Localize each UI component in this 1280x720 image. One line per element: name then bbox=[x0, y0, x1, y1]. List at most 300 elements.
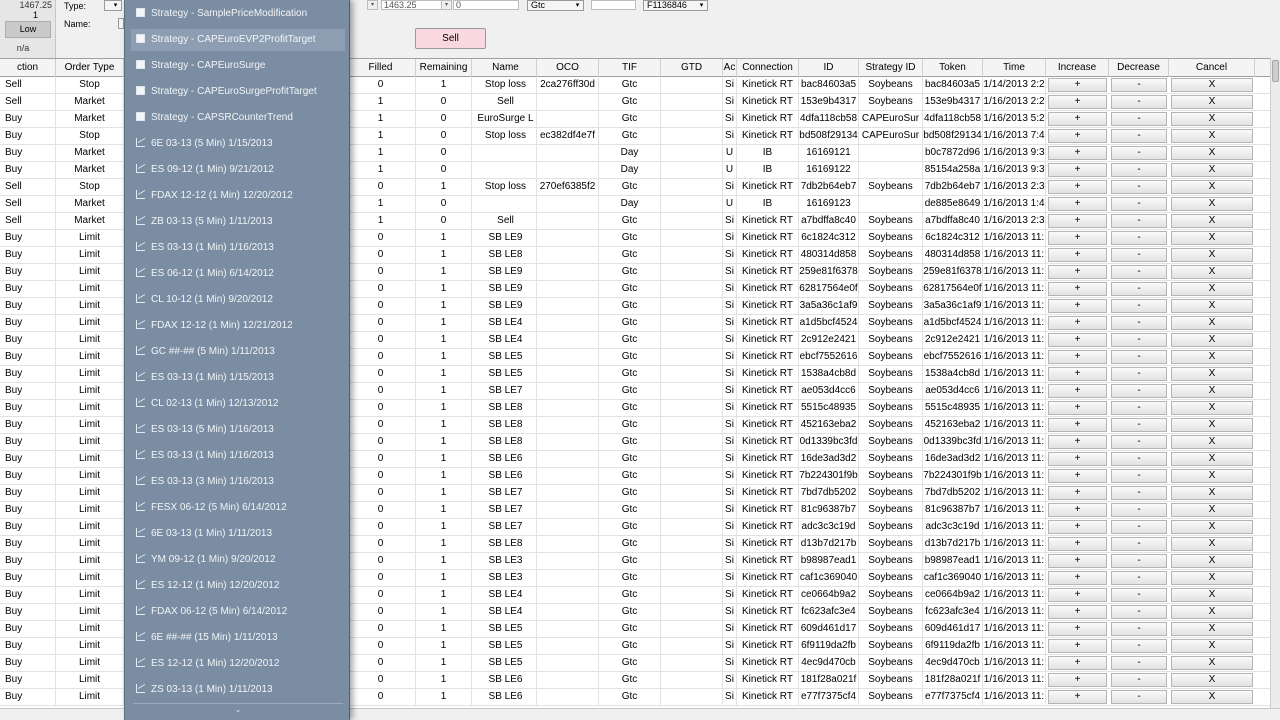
cell-time: 1/14/2013 2:2 bbox=[983, 77, 1046, 94]
menu-item-chart[interactable] bbox=[131, 367, 345, 389]
column-header-tif[interactable]: TIF bbox=[599, 59, 661, 77]
increase-button[interactable]: + bbox=[1048, 690, 1107, 704]
column-header-token[interactable]: Token bbox=[923, 59, 983, 77]
cell-order-type: Stop bbox=[56, 179, 124, 196]
cancel-order-button[interactable]: X bbox=[1171, 214, 1253, 228]
decrease-button[interactable]: - bbox=[1111, 571, 1167, 585]
cell-strategy-id bbox=[859, 145, 923, 162]
decrease-button[interactable]: - bbox=[1111, 265, 1167, 279]
decrease-button[interactable]: - bbox=[1111, 588, 1167, 602]
cell-id: 5515c48935 bbox=[799, 400, 859, 417]
decrease-button[interactable]: - bbox=[1111, 367, 1167, 381]
decrease-button[interactable]: - bbox=[1111, 214, 1167, 228]
decrease-button[interactable]: - bbox=[1111, 435, 1167, 449]
decrease-button[interactable]: - bbox=[1111, 469, 1167, 483]
menu-item-chart[interactable] bbox=[131, 185, 345, 207]
cell-filled: 1 bbox=[346, 162, 416, 179]
cell-filled: 0 bbox=[346, 519, 416, 536]
cancel-order-button[interactable]: X bbox=[1171, 554, 1253, 568]
decrease-button[interactable]: - bbox=[1111, 146, 1167, 160]
cancel-order-button[interactable]: X bbox=[1171, 129, 1253, 143]
cancel-order-button[interactable]: X bbox=[1171, 78, 1253, 92]
decrease-button[interactable]: - bbox=[1111, 622, 1167, 636]
cell-gtd bbox=[661, 77, 723, 94]
cell-strategy-id: Soybeans bbox=[859, 655, 923, 672]
cancel-order-button[interactable]: X bbox=[1171, 384, 1253, 398]
cancel-order-button[interactable]: X bbox=[1171, 435, 1253, 449]
cell-strategy-id: Soybeans bbox=[859, 502, 923, 519]
menu-item-strategy[interactable] bbox=[131, 55, 345, 77]
menu-item-strategy[interactable] bbox=[131, 3, 345, 25]
cancel-order-button[interactable]: X bbox=[1171, 673, 1253, 687]
increase-button[interactable]: + bbox=[1048, 435, 1107, 449]
cell-action: Buy bbox=[0, 638, 56, 655]
cell-order-type: Limit bbox=[56, 281, 124, 298]
cell-id: 452163eba2 bbox=[799, 417, 859, 434]
increase-button[interactable]: + bbox=[1048, 656, 1107, 670]
increase-button[interactable]: + bbox=[1048, 350, 1107, 364]
increase-button[interactable]: + bbox=[1048, 452, 1107, 466]
cancel-order-button[interactable]: X bbox=[1171, 299, 1253, 313]
cell-id: 0d1339bc3fd bbox=[799, 434, 859, 451]
cell-gtd bbox=[661, 672, 723, 689]
increase-button[interactable]: + bbox=[1048, 673, 1107, 687]
column-header-strategy-id[interactable]: Strategy ID bbox=[859, 59, 923, 77]
cell-token: ae053d4cc6 bbox=[923, 383, 983, 400]
cell-remaining: 1 bbox=[416, 536, 472, 553]
cancel-order-button[interactable]: X bbox=[1171, 622, 1253, 636]
cell-gtd bbox=[661, 111, 723, 128]
cell-order-type: Limit bbox=[56, 315, 124, 332]
column-header-oco[interactable]: OCO bbox=[537, 59, 599, 77]
increase-button[interactable]: + bbox=[1048, 265, 1107, 279]
cell-token: de885e8649 bbox=[923, 196, 983, 213]
menu-item-chart[interactable] bbox=[131, 523, 345, 545]
cell-oco bbox=[537, 111, 599, 128]
cancel-order-button[interactable]: X bbox=[1171, 350, 1253, 364]
column-header-connection[interactable]: Connection bbox=[737, 59, 799, 77]
menu-item-strategy[interactable] bbox=[131, 107, 345, 129]
cell-time: 1/16/2013 11: bbox=[983, 230, 1046, 247]
cell-filled: 1 bbox=[346, 145, 416, 162]
cell-action: Buy bbox=[0, 298, 56, 315]
menu-item-chart[interactable] bbox=[131, 653, 345, 675]
cell-account: U bbox=[723, 162, 737, 179]
menu-item-chart[interactable] bbox=[131, 159, 345, 181]
cell-connection: Kinetick RT bbox=[737, 247, 799, 264]
decrease-button[interactable]: - bbox=[1111, 231, 1167, 245]
cell-tif: Gtc bbox=[599, 111, 661, 128]
cancel-order-button[interactable]: X bbox=[1171, 520, 1253, 534]
cancel-order-button[interactable]: X bbox=[1171, 146, 1253, 160]
cell-filled: 0 bbox=[346, 332, 416, 349]
cell-strategy-id: Soybeans bbox=[859, 179, 923, 196]
window-list-menu bbox=[124, 0, 350, 720]
decrease-button[interactable]: - bbox=[1111, 554, 1167, 568]
increase-button[interactable]: + bbox=[1048, 639, 1107, 653]
increase-button[interactable]: + bbox=[1048, 316, 1107, 330]
cell-filled: 0 bbox=[346, 298, 416, 315]
increase-button[interactable]: + bbox=[1048, 367, 1107, 381]
market-stats-panel bbox=[0, 0, 56, 58]
cell-action: Buy bbox=[0, 315, 56, 332]
increase-button[interactable]: + bbox=[1048, 78, 1107, 92]
column-header-decrease[interactable]: Decrease bbox=[1109, 59, 1169, 77]
cancel-order-button[interactable]: X bbox=[1171, 418, 1253, 432]
cancel-order-button[interactable]: X bbox=[1171, 486, 1253, 500]
decrease-button[interactable]: - bbox=[1111, 197, 1167, 211]
cell-account: Si bbox=[723, 332, 737, 349]
cell-oco bbox=[537, 536, 599, 553]
decrease-button[interactable]: - bbox=[1111, 384, 1167, 398]
cell-account: Si bbox=[723, 383, 737, 400]
cancel-order-button[interactable]: X bbox=[1171, 333, 1253, 347]
cell-order-type: Stop bbox=[56, 77, 124, 94]
menu-item-label: ES 03-13 (1 Min) 1/16/2013 bbox=[151, 242, 274, 253]
cancel-order-button[interactable]: X bbox=[1171, 537, 1253, 551]
cell-oco bbox=[537, 621, 599, 638]
cell-action: Buy bbox=[0, 417, 56, 434]
column-header-filled[interactable]: Filled bbox=[346, 59, 416, 77]
menu-item-chart[interactable] bbox=[131, 315, 345, 337]
increase-button[interactable]: + bbox=[1048, 503, 1107, 517]
cell-connection: Kinetick RT bbox=[737, 638, 799, 655]
menu-item-chart[interactable] bbox=[131, 263, 345, 285]
cell-id: b98987ead1 bbox=[799, 553, 859, 570]
column-header-increase[interactable]: Increase bbox=[1046, 59, 1109, 77]
cell-order-type: Limit bbox=[56, 400, 124, 417]
cell-oco bbox=[537, 672, 599, 689]
last-price: 1467.25 bbox=[19, 0, 52, 10]
increase-button[interactable]: + bbox=[1048, 571, 1107, 585]
chart-icon bbox=[136, 580, 145, 589]
chart-icon bbox=[136, 320, 145, 329]
cell-action: Buy bbox=[0, 570, 56, 587]
cell-remaining: 1 bbox=[416, 502, 472, 519]
increase-button[interactable]: + bbox=[1048, 469, 1107, 483]
decrease-button[interactable]: - bbox=[1111, 520, 1167, 534]
decrease-button[interactable]: - bbox=[1111, 299, 1167, 313]
spinner-arrow-icon[interactable]: ▾ bbox=[367, 0, 378, 10]
decrease-button[interactable]: - bbox=[1111, 95, 1167, 109]
menu-item-label: YM 09-12 (1 Min) 9/20/2012 bbox=[151, 554, 276, 565]
cell-filled: 1 bbox=[346, 196, 416, 213]
decrease-button[interactable]: - bbox=[1111, 78, 1167, 92]
column-header-account[interactable]: Ac bbox=[723, 59, 737, 77]
scrollbar-thumb[interactable] bbox=[1272, 60, 1279, 82]
cancel-order-button[interactable]: X bbox=[1171, 248, 1253, 262]
menu-item-chart[interactable] bbox=[131, 419, 345, 441]
cell-order-type: Limit bbox=[56, 332, 124, 349]
price-field[interactable]: 1463.25 bbox=[381, 0, 449, 10]
column-header-order-type[interactable]: Order Type bbox=[56, 59, 124, 77]
decrease-button[interactable]: - bbox=[1111, 401, 1167, 415]
increase-button[interactable]: + bbox=[1048, 112, 1107, 126]
cancel-order-button[interactable]: X bbox=[1171, 656, 1253, 670]
menu-item-chart[interactable] bbox=[131, 471, 345, 493]
menu-item-chart[interactable] bbox=[131, 133, 345, 155]
cell-name: SB LE8 bbox=[475, 247, 537, 264]
chart-icon bbox=[136, 658, 145, 667]
menu-item-strategy[interactable] bbox=[131, 29, 345, 51]
column-header-action[interactable]: ction bbox=[0, 59, 56, 77]
cancel-order-button[interactable]: X bbox=[1171, 197, 1253, 211]
decrease-button[interactable]: - bbox=[1111, 503, 1167, 517]
cell-account: Si bbox=[723, 672, 737, 689]
decrease-button[interactable]: - bbox=[1111, 180, 1167, 194]
column-header-name[interactable]: Name bbox=[475, 59, 537, 77]
cell-order-type: Limit bbox=[56, 655, 124, 672]
cell-tif: Gtc bbox=[599, 434, 661, 451]
decrease-button[interactable]: - bbox=[1111, 656, 1167, 670]
cancel-order-button[interactable]: X bbox=[1171, 316, 1253, 330]
cell-id: 4ec9d470cb bbox=[799, 655, 859, 672]
cell-account: Si bbox=[723, 264, 737, 281]
cancel-order-button[interactable]: X bbox=[1171, 401, 1253, 415]
menu-item-label: Strategy - CAPEuroSurgeProfitTarget bbox=[151, 86, 317, 97]
decrease-button[interactable]: - bbox=[1111, 639, 1167, 653]
increase-button[interactable]: + bbox=[1048, 333, 1107, 347]
menu-scroll-down[interactable]: ⌄ bbox=[133, 703, 343, 715]
cell-gtd bbox=[661, 689, 723, 706]
decrease-button[interactable]: - bbox=[1111, 537, 1167, 551]
menu-item-chart[interactable] bbox=[131, 341, 345, 363]
increase-button[interactable]: + bbox=[1048, 248, 1107, 262]
cancel-order-button[interactable]: X bbox=[1171, 367, 1253, 381]
increase-button[interactable]: + bbox=[1048, 418, 1107, 432]
column-header-remaining[interactable]: Remaining bbox=[416, 59, 472, 77]
decrease-button[interactable]: - bbox=[1111, 112, 1167, 126]
cell-oco bbox=[537, 247, 599, 264]
cell-connection: Kinetick RT bbox=[737, 519, 799, 536]
column-header-cancel[interactable]: Cancel bbox=[1169, 59, 1255, 77]
decrease-button[interactable]: - bbox=[1111, 605, 1167, 619]
menu-item-chart[interactable] bbox=[131, 497, 345, 519]
menu-item-strategy[interactable] bbox=[131, 81, 345, 103]
cancel-order-button[interactable]: X bbox=[1171, 163, 1253, 177]
strategy-icon bbox=[136, 8, 145, 17]
type-select[interactable] bbox=[104, 0, 122, 11]
decrease-button[interactable]: - bbox=[1111, 350, 1167, 364]
decrease-button[interactable]: - bbox=[1111, 486, 1167, 500]
cancel-order-button[interactable]: X bbox=[1171, 231, 1253, 245]
menu-item-chart[interactable] bbox=[131, 601, 345, 623]
menu-item-chart[interactable] bbox=[131, 679, 345, 701]
decrease-button[interactable]: - bbox=[1111, 316, 1167, 330]
cell-connection: Kinetick RT bbox=[737, 621, 799, 638]
cell-id: ebcf7552616 bbox=[799, 349, 859, 366]
cancel-order-button[interactable]: X bbox=[1171, 265, 1253, 279]
cell-remaining: 1 bbox=[416, 77, 472, 94]
increase-button[interactable]: + bbox=[1048, 605, 1107, 619]
decrease-button[interactable]: - bbox=[1111, 333, 1167, 347]
cell-account: Si bbox=[723, 604, 737, 621]
decrease-button[interactable]: - bbox=[1111, 452, 1167, 466]
menu-item-chart[interactable] bbox=[131, 393, 345, 415]
cell-remaining: 1 bbox=[416, 672, 472, 689]
cell-time: 1/16/2013 11: bbox=[983, 281, 1046, 298]
cell-action: Buy bbox=[0, 400, 56, 417]
cell-remaining: 0 bbox=[416, 111, 472, 128]
cell-connection: IB bbox=[737, 145, 799, 162]
cell-tif: Gtc bbox=[599, 417, 661, 434]
cell-gtd bbox=[661, 332, 723, 349]
cell-order-type: Limit bbox=[56, 434, 124, 451]
increase-button[interactable]: + bbox=[1048, 146, 1107, 160]
decrease-button[interactable]: - bbox=[1111, 163, 1167, 177]
menu-item-chart[interactable] bbox=[131, 575, 345, 597]
last-quantity: 1 bbox=[32, 10, 38, 20]
cell-name: SB LE5 bbox=[475, 638, 537, 655]
cell-id: 3a5a36c1af9 bbox=[799, 298, 859, 315]
gtd-field[interactable] bbox=[591, 0, 636, 10]
cell-name: SB LE9 bbox=[475, 264, 537, 281]
increase-button[interactable]: + bbox=[1048, 384, 1107, 398]
cell-order-type: Limit bbox=[56, 298, 124, 315]
cell-token: 1538a4cb8d bbox=[923, 366, 983, 383]
cancel-order-button[interactable]: X bbox=[1171, 452, 1253, 466]
decrease-button[interactable]: - bbox=[1111, 282, 1167, 296]
cell-action: Buy bbox=[0, 621, 56, 638]
increase-button[interactable]: + bbox=[1048, 588, 1107, 602]
cell-remaining: 1 bbox=[416, 655, 472, 672]
menu-item-chart[interactable] bbox=[131, 627, 345, 649]
cell-order-type: Limit bbox=[56, 570, 124, 587]
cancel-order-button[interactable]: X bbox=[1171, 690, 1253, 704]
vertical-scrollbar[interactable] bbox=[1270, 58, 1280, 708]
cancel-order-button[interactable]: X bbox=[1171, 282, 1253, 296]
cell-account: U bbox=[723, 145, 737, 162]
cancel-order-button[interactable]: X bbox=[1171, 588, 1253, 602]
increase-button[interactable]: + bbox=[1048, 231, 1107, 245]
cell-token: 480314d858 bbox=[923, 247, 983, 264]
cell-token: 4ec9d470cb bbox=[923, 655, 983, 672]
increase-button[interactable]: + bbox=[1048, 401, 1107, 415]
increase-button[interactable]: + bbox=[1048, 622, 1107, 636]
cancel-order-button[interactable]: X bbox=[1171, 503, 1253, 517]
decrease-button[interactable]: - bbox=[1111, 690, 1167, 704]
decrease-button[interactable]: - bbox=[1111, 418, 1167, 432]
column-header-gtd[interactable]: GTD bbox=[661, 59, 723, 77]
tif-select[interactable] bbox=[527, 0, 584, 11]
menu-item-label: ES 09-12 (1 Min) 9/21/2012 bbox=[151, 164, 274, 175]
quantity-field[interactable]: 0 bbox=[453, 0, 519, 10]
increase-button[interactable]: + bbox=[1048, 282, 1107, 296]
menu-item-label: FDAX 12-12 (1 Min) 12/21/2012 bbox=[151, 320, 293, 331]
cell-action: Sell bbox=[0, 196, 56, 213]
column-header-id[interactable]: ID bbox=[799, 59, 859, 77]
decrease-button[interactable]: - bbox=[1111, 673, 1167, 687]
cell-remaining: 1 bbox=[416, 332, 472, 349]
cancel-order-button[interactable]: X bbox=[1171, 469, 1253, 483]
menu-item-chart[interactable] bbox=[131, 549, 345, 571]
cell-token: a1d5bcf4524 bbox=[923, 315, 983, 332]
cell-action: Buy bbox=[0, 519, 56, 536]
account-select[interactable] bbox=[643, 0, 708, 11]
increase-button[interactable]: + bbox=[1048, 197, 1107, 211]
cell-token: d13b7d217b bbox=[923, 536, 983, 553]
menu-item-chart[interactable] bbox=[131, 289, 345, 311]
cell-action: Buy bbox=[0, 366, 56, 383]
increase-button[interactable]: + bbox=[1048, 180, 1107, 194]
cell-oco bbox=[537, 468, 599, 485]
chart-icon bbox=[136, 346, 145, 355]
cell-action: Buy bbox=[0, 434, 56, 451]
cancel-order-button[interactable]: X bbox=[1171, 112, 1253, 126]
cancel-order-button[interactable]: X bbox=[1171, 180, 1253, 194]
cell-name: EuroSurge L bbox=[475, 111, 537, 128]
cell-gtd bbox=[661, 485, 723, 502]
increase-button[interactable]: + bbox=[1048, 554, 1107, 568]
cell-time: 1/16/2013 11: bbox=[983, 315, 1046, 332]
cell-order-type: Limit bbox=[56, 485, 124, 502]
cell-tif: Gtc bbox=[599, 332, 661, 349]
cancel-order-button[interactable]: X bbox=[1171, 605, 1253, 619]
low-button[interactable]: Low bbox=[5, 21, 51, 38]
cell-gtd bbox=[661, 655, 723, 672]
cell-order-type: Limit bbox=[56, 349, 124, 366]
increase-button[interactable]: + bbox=[1048, 163, 1107, 177]
cell-token: 6c1824c312 bbox=[923, 230, 983, 247]
increase-button[interactable]: + bbox=[1048, 486, 1107, 500]
chevron-down-icon: ▾ bbox=[575, 2, 580, 9]
increase-button[interactable]: + bbox=[1048, 299, 1107, 313]
cell-oco bbox=[537, 366, 599, 383]
cell-account: Si bbox=[723, 536, 737, 553]
cell-name bbox=[475, 162, 537, 179]
menu-item-chart[interactable] bbox=[131, 211, 345, 233]
cell-action: Buy bbox=[0, 230, 56, 247]
increase-button[interactable]: + bbox=[1048, 520, 1107, 534]
cell-action: Buy bbox=[0, 536, 56, 553]
cancel-order-button[interactable]: X bbox=[1171, 639, 1253, 653]
cell-remaining: 1 bbox=[416, 485, 472, 502]
cell-time: 1/16/2013 11: bbox=[983, 332, 1046, 349]
cell-token: 5515c48935 bbox=[923, 400, 983, 417]
sell-button[interactable]: Sell bbox=[415, 28, 486, 49]
cancel-order-button[interactable]: X bbox=[1171, 95, 1253, 109]
chart-icon bbox=[136, 450, 145, 459]
cell-id: adc3c3c19d bbox=[799, 519, 859, 536]
menu-item-label: GC ##-## (5 Min) 1/11/2013 bbox=[151, 346, 275, 357]
menu-item-label: ES 12-12 (1 Min) 12/20/2012 bbox=[151, 580, 280, 591]
cell-action: Sell bbox=[0, 213, 56, 230]
increase-button[interactable]: + bbox=[1048, 537, 1107, 551]
cancel-order-button[interactable]: X bbox=[1171, 571, 1253, 585]
cell-remaining: 1 bbox=[416, 587, 472, 604]
decrease-button[interactable]: - bbox=[1111, 129, 1167, 143]
cell-account: Si bbox=[723, 298, 737, 315]
cell-filled: 0 bbox=[346, 179, 416, 196]
increase-button[interactable]: + bbox=[1048, 214, 1107, 228]
decrease-button[interactable]: - bbox=[1111, 248, 1167, 262]
increase-button[interactable]: + bbox=[1048, 129, 1107, 143]
cell-account: Si bbox=[723, 451, 737, 468]
cell-remaining: 1 bbox=[416, 349, 472, 366]
cell-order-type: Limit bbox=[56, 247, 124, 264]
column-header-time[interactable]: Time bbox=[983, 59, 1046, 77]
strategy-icon bbox=[136, 86, 145, 95]
menu-item-chart[interactable] bbox=[131, 445, 345, 467]
cell-order-type: Limit bbox=[56, 553, 124, 570]
spinner-arrow-icon[interactable]: ▾ bbox=[441, 0, 452, 10]
menu-item-label: ES 06-12 (1 Min) 6/14/2012 bbox=[151, 268, 274, 279]
increase-button[interactable]: + bbox=[1048, 95, 1107, 109]
cell-tif: Gtc bbox=[599, 349, 661, 366]
cell-filled: 0 bbox=[346, 638, 416, 655]
menu-item-chart[interactable] bbox=[131, 237, 345, 259]
cell-oco bbox=[537, 332, 599, 349]
